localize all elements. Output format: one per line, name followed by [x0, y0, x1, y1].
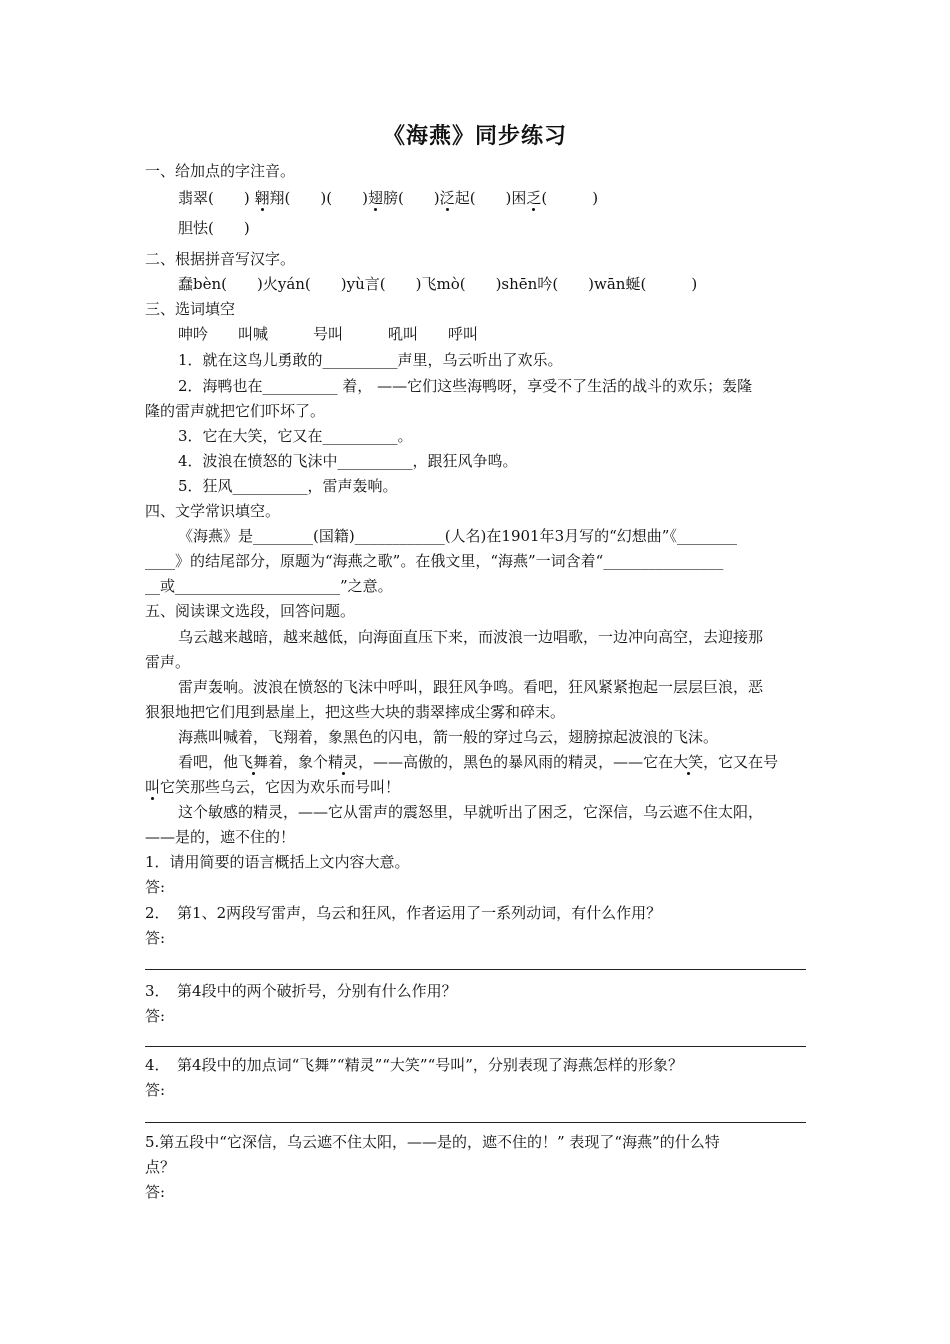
passage-p4-cont: [145, 777, 400, 797]
answer-label: 答:: [145, 1183, 166, 1201]
text: ，——高傲的，黑色的暴风雨的精灵，——它在: [358, 753, 674, 771]
dotted-char: 乏: [526, 189, 542, 207]
text: 着，象个: [268, 753, 329, 771]
dotted-char: 翱: [254, 189, 270, 207]
fill-question-2: 2．海鸭也在__________ 着， ——它们这些海鸭呀，享受不了生活的战斗的欢乐；轰隆: [178, 377, 753, 395]
dotted-word: 精灵: [328, 753, 359, 771]
section-1-heading: 一、给加点的字注音。: [145, 162, 296, 180]
section-4-heading: 四、文学常识填空。: [145, 502, 281, 520]
text: 起( )困: [454, 189, 527, 207]
section-1-row-1: [178, 188, 598, 208]
fill-question-4: 4．波浪在愤怒的飞沫中__________，跟狂风争鸣。: [178, 452, 518, 470]
passage-p2: 雷声轰响。波浪在愤怒的飞沫中呼叫，跟狂风争鸣。看吧，狂风紧紧抱起一层层巨浪，恶: [178, 678, 764, 696]
passage-p2-cont: 狠狠地把它们甩到悬崖上，把这些大块的翡翠摔成尘雾和碎末。: [145, 703, 566, 721]
passage-p1: 乌云越来越暗，越来越低，向海面直压下来，而波浪一边唱歌，一边冲向高空，去迎接那: [178, 628, 764, 646]
fill-question-5: 5．狂风__________，雷声轰响。: [178, 477, 398, 495]
literature-line-3: __或______________________”之意。: [145, 577, 393, 595]
text: 膀( ): [382, 189, 440, 207]
reading-question-3: 3． 第4段中的两个破折号，分别有什么作用？: [145, 982, 457, 1000]
text: 胆怯( ): [178, 219, 250, 237]
section-3-heading: 三、选词填空: [145, 300, 236, 318]
section-5-heading: 五、阅读课文选段，回答问题。: [145, 602, 356, 620]
text: 翡翠( ): [178, 189, 250, 207]
section-2-heading: 二、根据拼音写汉字。: [145, 250, 296, 268]
answer-line: [145, 1122, 806, 1123]
dotted-word: 叫: [145, 778, 161, 796]
literature-line-1: 《海燕》是________(国籍)____________(人名)在1901年3月写的“幻想曲”《________: [178, 527, 737, 545]
text: 它笑那些乌云，它因为欢乐而号叫！: [160, 778, 401, 796]
answer-label: 答:: [145, 929, 166, 947]
dotted-word: 大笑: [673, 753, 704, 771]
reading-question-2: 2． 第1、2两段写雷声，乌云和狂风，作者运用了一系列动词，有什么作用？: [145, 904, 662, 922]
answer-label: 答:: [145, 1081, 166, 1099]
passage-p4: [178, 752, 778, 772]
text: ( ): [541, 189, 599, 207]
page-title: 《海燕》同步练习: [382, 124, 567, 149]
fill-question-3: 3．它在大笑，它又在__________。: [178, 427, 413, 445]
text: ，它又在号: [703, 753, 779, 771]
reading-question-1: 1．请用简要的语言概括上文内容大意。: [145, 853, 410, 871]
dotted-char: 泛: [439, 189, 455, 207]
text: 翔( )( ): [269, 189, 368, 207]
reading-question-5-cont: 点？: [145, 1158, 176, 1176]
answer-line: [145, 969, 806, 970]
passage-p3: 海燕叫喊着，飞翔着，象黑色的闪电，箭一般的穿过乌云，翅膀掠起波浪的飞沫。: [178, 728, 719, 746]
literature-line-2: ____》的结尾部分，原题为“海燕之歌”。在俄文里，“海燕”一词含着“________________: [145, 552, 724, 570]
dotted-char: 翅: [367, 189, 383, 207]
answer-label: 答:: [145, 1007, 166, 1025]
answer-label: 答:: [145, 878, 166, 896]
reading-question-4: 4． 第4段中的加点词“飞舞”“精灵”“大笑”“号叫”，分别表现了海燕怎样的形象？: [145, 1056, 683, 1074]
text: 看吧，他: [178, 753, 239, 771]
fill-question-1: 1．就在这鸟儿勇敢的__________声里，乌云听出了欢乐。: [178, 351, 563, 369]
passage-p5-cont: ——是的，遮不住的！: [145, 828, 296, 846]
section-2-row: 蠢bèn( )火yán( )yù言( )飞mò( )shēn吟( )wān蜒( ): [178, 275, 698, 293]
passage-p1-cont: 雷声。: [145, 653, 191, 671]
section-1-row-2: [178, 218, 250, 238]
passage-p5: 这个敏感的精灵，——它从雷声的震怒里，早就听出了困乏，它深信，乌云遮不住太阳，: [178, 803, 764, 821]
fill-question-2-cont: 隆的雷声就把它们吓坏了。: [145, 402, 326, 420]
reading-question-5: 5.第五段中“它深信，乌云遮不住太阳，——是的，遮不住的！” 表现了“海燕”的什么特: [145, 1133, 720, 1151]
word-choices: 呻吟 叫喊 号叫 吼叫 呼叫: [178, 325, 479, 343]
answer-line: [145, 1046, 806, 1047]
dotted-word: 飞舞: [238, 753, 269, 771]
